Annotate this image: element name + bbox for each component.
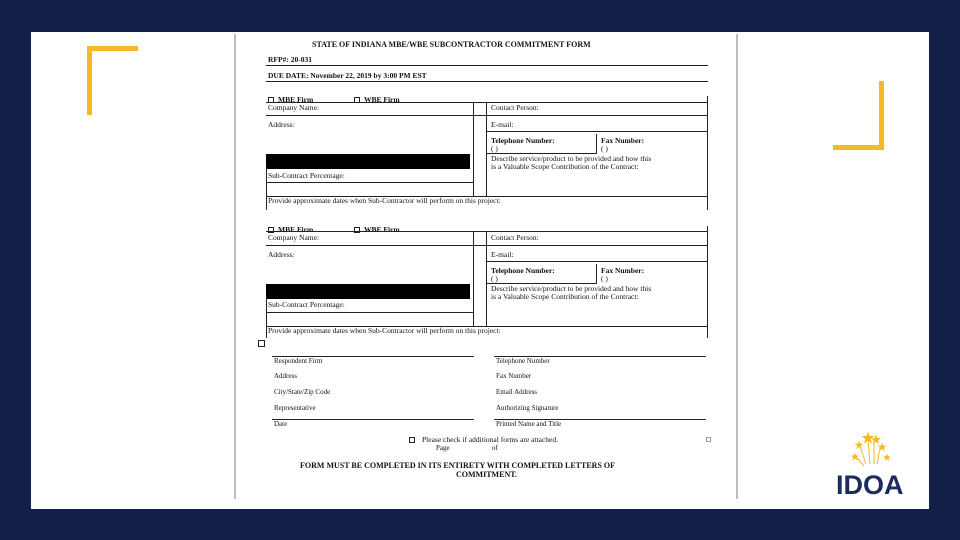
- representative-label: Representative: [274, 404, 316, 412]
- respondent-firm-label: Respondent Firm: [274, 357, 323, 365]
- address-field-label: Address: [274, 372, 297, 380]
- address-label: Address:: [268, 250, 295, 259]
- form-edge: [707, 226, 708, 338]
- address-label: Address:: [268, 120, 295, 129]
- form-edge: [707, 96, 708, 210]
- telephone-number-field-label: Telephone Number: [496, 357, 550, 365]
- divider: [486, 131, 708, 132]
- provide-dates-label: Provide approximate dates when Sub-Contractor will perform on this project:: [268, 196, 501, 205]
- divider: [266, 65, 708, 66]
- authorizing-signature-label: Authorizing Signature: [496, 404, 559, 412]
- footer-line2: COMMITMENT.: [456, 470, 517, 479]
- redacted-block: [266, 284, 470, 299]
- page-of-label: of: [492, 444, 498, 452]
- column-divider: [486, 102, 487, 196]
- slide: [31, 32, 929, 509]
- corner-bracket-bottom-right: [833, 81, 884, 150]
- divider: [266, 245, 708, 246]
- fax-field[interactable]: ( ): [601, 144, 608, 153]
- idoa-logo-stars-icon: [830, 430, 920, 500]
- corner-bracket-top-left: [87, 46, 138, 115]
- form-document: [234, 34, 738, 499]
- printed-name-title-label: Printed Name and Title: [496, 420, 562, 428]
- email-label: E-mail:: [491, 250, 514, 259]
- subcontract-percentage-label: Sub-Contract Percentage:: [268, 300, 345, 309]
- contact-person-label: Contact Person:: [491, 103, 539, 112]
- column-divider: [596, 264, 597, 284]
- mbe-firm-label: MBE Firm: [278, 225, 314, 234]
- company-name-label: Company Name:: [268, 103, 320, 112]
- describe-label-line2: is a Valuable Scope Contribution of the Contract:: [491, 162, 639, 171]
- wbe-firm-label: WBE Firm: [364, 225, 400, 234]
- divider: [266, 231, 708, 232]
- company-name-label: Company Name:: [268, 233, 320, 242]
- telephone-number-label: Telephone Number:: [491, 136, 555, 145]
- footer-line1: FORM MUST BE COMPLETED IN ITS ENTIRETY WITH COMPLETED LETTERS OF: [300, 461, 616, 470]
- phone-field[interactable]: ( ): [491, 144, 498, 153]
- email-address-label: Email Address: [496, 388, 538, 396]
- describe-label-line2: is a Valuable Scope Contribution of the Contract:: [491, 292, 639, 301]
- contact-person-label: Contact Person:: [491, 233, 539, 242]
- mbe-firm-label: MBE Firm: [278, 95, 314, 104]
- telephone-number-label: Telephone Number:: [491, 266, 555, 275]
- divider: [266, 81, 708, 82]
- rfp-number: RFP#: 20-031: [268, 55, 312, 64]
- provide-dates-label: Provide approximate dates when Sub-Contractor will perform on this project:: [268, 326, 501, 335]
- describe-label-line1: Describe service/product to be provided and how this: [491, 284, 652, 293]
- divider: [266, 182, 474, 183]
- svg-text:IDOA: IDOA: [836, 470, 904, 500]
- due-date: DUE DATE: November 22, 2019 by 3:00 PM EST: [268, 71, 427, 80]
- signature-line: [272, 419, 474, 420]
- form-edge: [266, 297, 267, 326]
- subcontract-percentage-label: Sub-Contract Percentage:: [268, 171, 345, 180]
- email-label: E-mail:: [491, 120, 514, 129]
- describe-label-line1: Describe service/product to be provided and how this: [491, 154, 652, 163]
- idoa-logo: [830, 430, 920, 500]
- anchor-icon: [258, 340, 265, 347]
- column-divider: [596, 134, 597, 154]
- additional-forms-checkbox[interactable]: [409, 437, 415, 443]
- wbe-checkbox[interactable]: [354, 227, 360, 233]
- divider: [266, 102, 708, 103]
- wbe-firm-label: WBE Firm: [364, 95, 400, 104]
- form-title: STATE OF INDIANA MBE/WBE SUBCONTRACTOR COMMITMENT FORM: [312, 40, 591, 49]
- additional-forms-label: Please check if additional forms are attached.: [422, 435, 558, 444]
- divider: [486, 261, 708, 262]
- margin-marker-icon: [706, 437, 711, 442]
- fax-number-field-label: Fax Number: [496, 372, 532, 380]
- date-label: Date: [274, 420, 288, 428]
- redacted-block: [266, 154, 470, 169]
- fax-field[interactable]: ( ): [601, 274, 608, 283]
- form-edge: [266, 196, 267, 210]
- fax-number-label: Fax Number:: [601, 266, 645, 275]
- divider: [266, 115, 708, 116]
- fax-number-label: Fax Number:: [601, 136, 645, 145]
- form-edge: [266, 167, 267, 196]
- city-state-zip-label: City/State/Zip Code: [274, 388, 331, 396]
- page-label: Page: [436, 444, 450, 452]
- phone-field[interactable]: ( ): [491, 274, 498, 283]
- form-edge: [266, 326, 267, 338]
- divider: [266, 312, 474, 313]
